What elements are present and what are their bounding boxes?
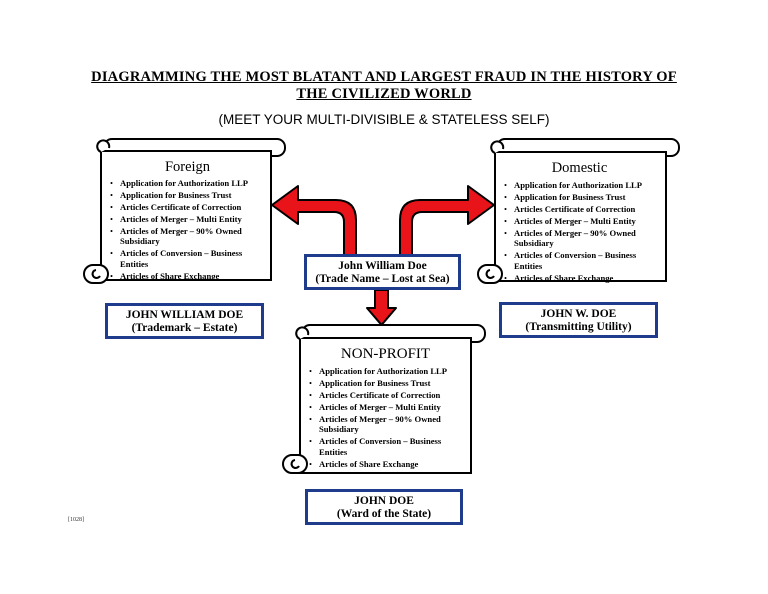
foreign-list-item: • Articles Certificate of Correction [110,202,265,212]
center-name-box [304,254,461,290]
domestic-box-line-1: JOHN W. DOE [540,308,617,320]
page-title-line-2: THE CIVILIZED WORLD [296,86,472,102]
foreign-list-item: • Articles of Merger – Multi Entity [110,214,265,224]
domestic-list-item: • Application for Authorization LLP [504,180,659,190]
domestic-item-list [504,180,659,285]
domestic-entity-box [499,302,658,338]
page-title-line-1: DIAGRAMMING THE MOST BLATANT AND LARGEST FRAUD IN THE HISTORY OF [91,69,677,85]
foreign-list-item: • Application for Authorization LLP [110,178,265,188]
arrow-to-foreign [272,186,356,256]
domestic-list-item: • Articles of Conversion – Business Entities [504,250,659,271]
foreign-list-item: • Articles of Conversion – Business Entities [110,248,265,269]
foreign-entity-box [105,303,264,339]
nonprofit-list-item: • Application for Business Trust [309,378,464,388]
domestic-list-item: • Articles of Merger – Multi Entity [504,216,659,226]
foreign-list-item: • Application for Business Trust [110,190,265,200]
foreign-list-item: • Articles of Merger – 90% Owned Subsidiary [110,226,265,247]
nonprofit-list-item: • Articles of Merger – 90% Owned Subsidiary [309,414,464,435]
foreign-list-item: • Articles of Share Exchange [110,271,265,281]
domestic-heading: Domestic [551,160,608,176]
domestic-list-item: • Articles of Share Exchange [504,273,659,283]
nonprofit-list-item: • Articles of Share Exchange [309,459,464,469]
domestic-list-item: • Articles of Merger – 90% Owned Subsidiary [504,228,659,249]
domestic-box-line-2: (Transmitting Utility) [525,321,632,333]
page-subtitle: (MEET YOUR MULTI-DIVISIBLE & STATELESS SELF) [218,112,550,127]
arrow-to-nonprofit [367,290,396,325]
foreign-box-line-1: JOHN WILLIAM DOE [125,309,244,321]
foreign-heading: Foreign [164,159,211,175]
nonprofit-list-item: • Articles Certificate of Correction [309,390,464,400]
nonprofit-item-list [309,366,464,471]
foreign-item-list [110,178,265,283]
center-box-line-1: John William Doe [338,260,427,272]
nonprofit-heading: NON-PROFIT [340,346,431,362]
nonprofit-box-line-2: (Ward of the State) [336,508,432,520]
domestic-list-item: • Articles Certificate of Correction [504,204,659,214]
foreign-box-line-2: (Trademark – Estate) [131,322,238,334]
nonprofit-list-item: • Articles of Conversion – Business Entities [309,436,464,457]
nonprofit-list-item: • Articles of Merger – Multi Entity [309,402,464,412]
page-number-mark: [1028] [68,517,84,523]
nonprofit-list-item: • Application for Authorization LLP [309,366,464,376]
domestic-list-item: • Application for Business Trust [504,192,659,202]
nonprofit-entity-box [305,489,463,525]
center-box-line-2: (Trade Name – Lost at Sea) [315,273,450,285]
nonprofit-box-line-1: JOHN DOE [354,495,414,507]
arrow-to-domestic [400,186,494,256]
